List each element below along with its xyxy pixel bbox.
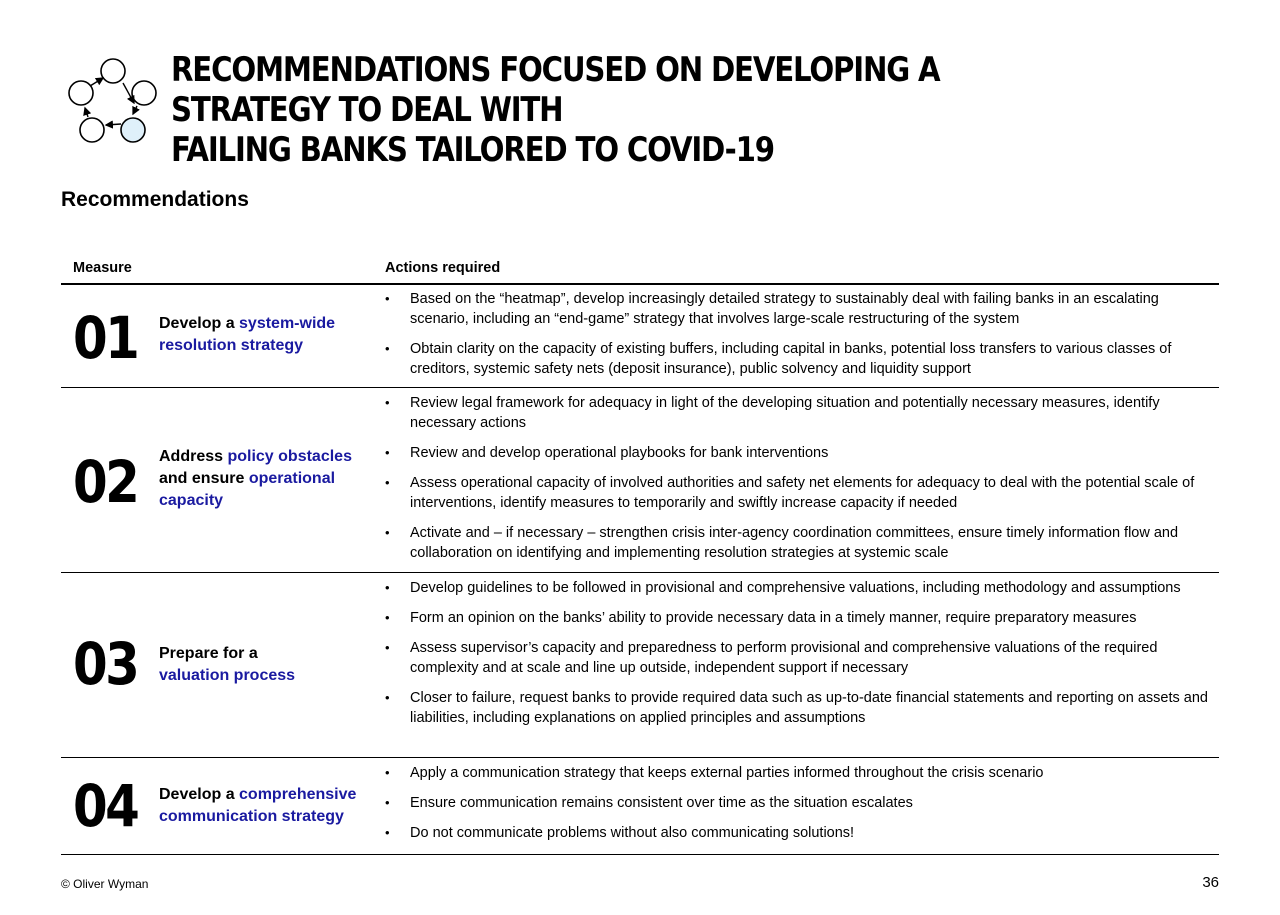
table-header-rule: [61, 283, 1219, 285]
row-divider: [61, 387, 1219, 388]
row-divider: [61, 572, 1219, 573]
action-item: • Review legal framework for adequacy in light of the developing situation and potentially necessary measures, identify necessary actions: [385, 393, 1215, 433]
table-row-04: [61, 763, 1219, 854]
actions-list: [385, 393, 1215, 573]
table-row-02: [61, 393, 1219, 572]
action-item: • Assess operational capacity of involved authorities and safety net elements for adequacy to deal with the potential scale of interventions, identify measures to temporarily and swiftly increase capacity if needed: [385, 473, 1215, 513]
measure-number: 04: [73, 772, 138, 840]
action-item: • Review and develop operational playbooks for bank interventions: [385, 443, 1215, 463]
cycle-circles-icon: [66, 56, 160, 148]
action-item: • Ensure communication remains consistent over time as the situation escalates: [385, 793, 1215, 813]
page-number: 36: [1202, 874, 1219, 891]
action-item: • Activate and – if necessary – strengthen crisis inter-agency coordination committees, ensure timely information flow and collaboration on identifying and implementing resolution strategies at systemic scale: [385, 523, 1215, 563]
table-row-01: [61, 289, 1219, 387]
measure-number: 01: [73, 304, 138, 372]
action-item: • Based on the “heatmap”, develop increasingly detailed strategy to sustainably deal with failing banks in an escalating scenario, including an “end-game” strategy that involves large-scale restructuring of the system: [385, 289, 1215, 329]
action-item: • Closer to failure, request banks to provide required data such as up-to-date financial statements and reporting on assets and liabilities, including explanations on applied principles and assumptions: [385, 688, 1215, 728]
measure-label: Address policy obstacles and ensure operational capacity: [159, 448, 352, 509]
actions-list: [385, 763, 1215, 853]
measure-number: 03: [73, 630, 138, 698]
action-item: • Do not communicate problems without also communicating solutions!: [385, 823, 1215, 843]
page-title-line2: FAILING BANKS TAILORED TO COVID-19: [171, 130, 774, 170]
section-title: Recommendations: [61, 188, 249, 211]
table-row-03: [61, 578, 1219, 757]
measure-number: 02: [73, 448, 138, 516]
action-item: • Assess supervisor’s capacity and preparedness to perform provisional and comprehensive valuations of the required complexity and at scale and line up outside, independent support if necessary: [385, 638, 1215, 678]
action-item: • Obtain clarity on the capacity of existing buffers, including capital in banks, potential loss transfers to various classes of creditors, systemic safety nets (deposit insurance), public solvency and liquidity support: [385, 339, 1215, 379]
actions-list: [385, 289, 1215, 389]
column-header-measure: Measure: [73, 260, 132, 276]
action-item: • Form an opinion on the banks’ ability to provide necessary data in a timely manner, require preparatory measures: [385, 608, 1215, 628]
measure-label: Develop a system-wide resolution strategy: [159, 315, 336, 354]
measure-label: Develop a comprehensive communication strategy: [159, 786, 357, 825]
action-item: • Develop guidelines to be followed in provisional and comprehensive valuations, including methodology and assumptions: [385, 578, 1215, 598]
action-item: • Apply a communication strategy that keeps external parties informed throughout the crisis scenario: [385, 763, 1215, 783]
actions-list: [385, 578, 1215, 738]
measure-label: Prepare for a valuation process: [159, 645, 296, 684]
row-divider: [61, 757, 1219, 758]
copyright: © Oliver Wyman: [61, 877, 149, 891]
page-title: [171, 50, 1100, 170]
column-header-actions: Actions required: [385, 260, 501, 276]
page-title-line1: RECOMMENDATIONS FOCUSED ON DEVELOPING A STRATEGY TO DEAL WITH: [171, 50, 940, 130]
table-bottom-rule: [61, 854, 1219, 855]
